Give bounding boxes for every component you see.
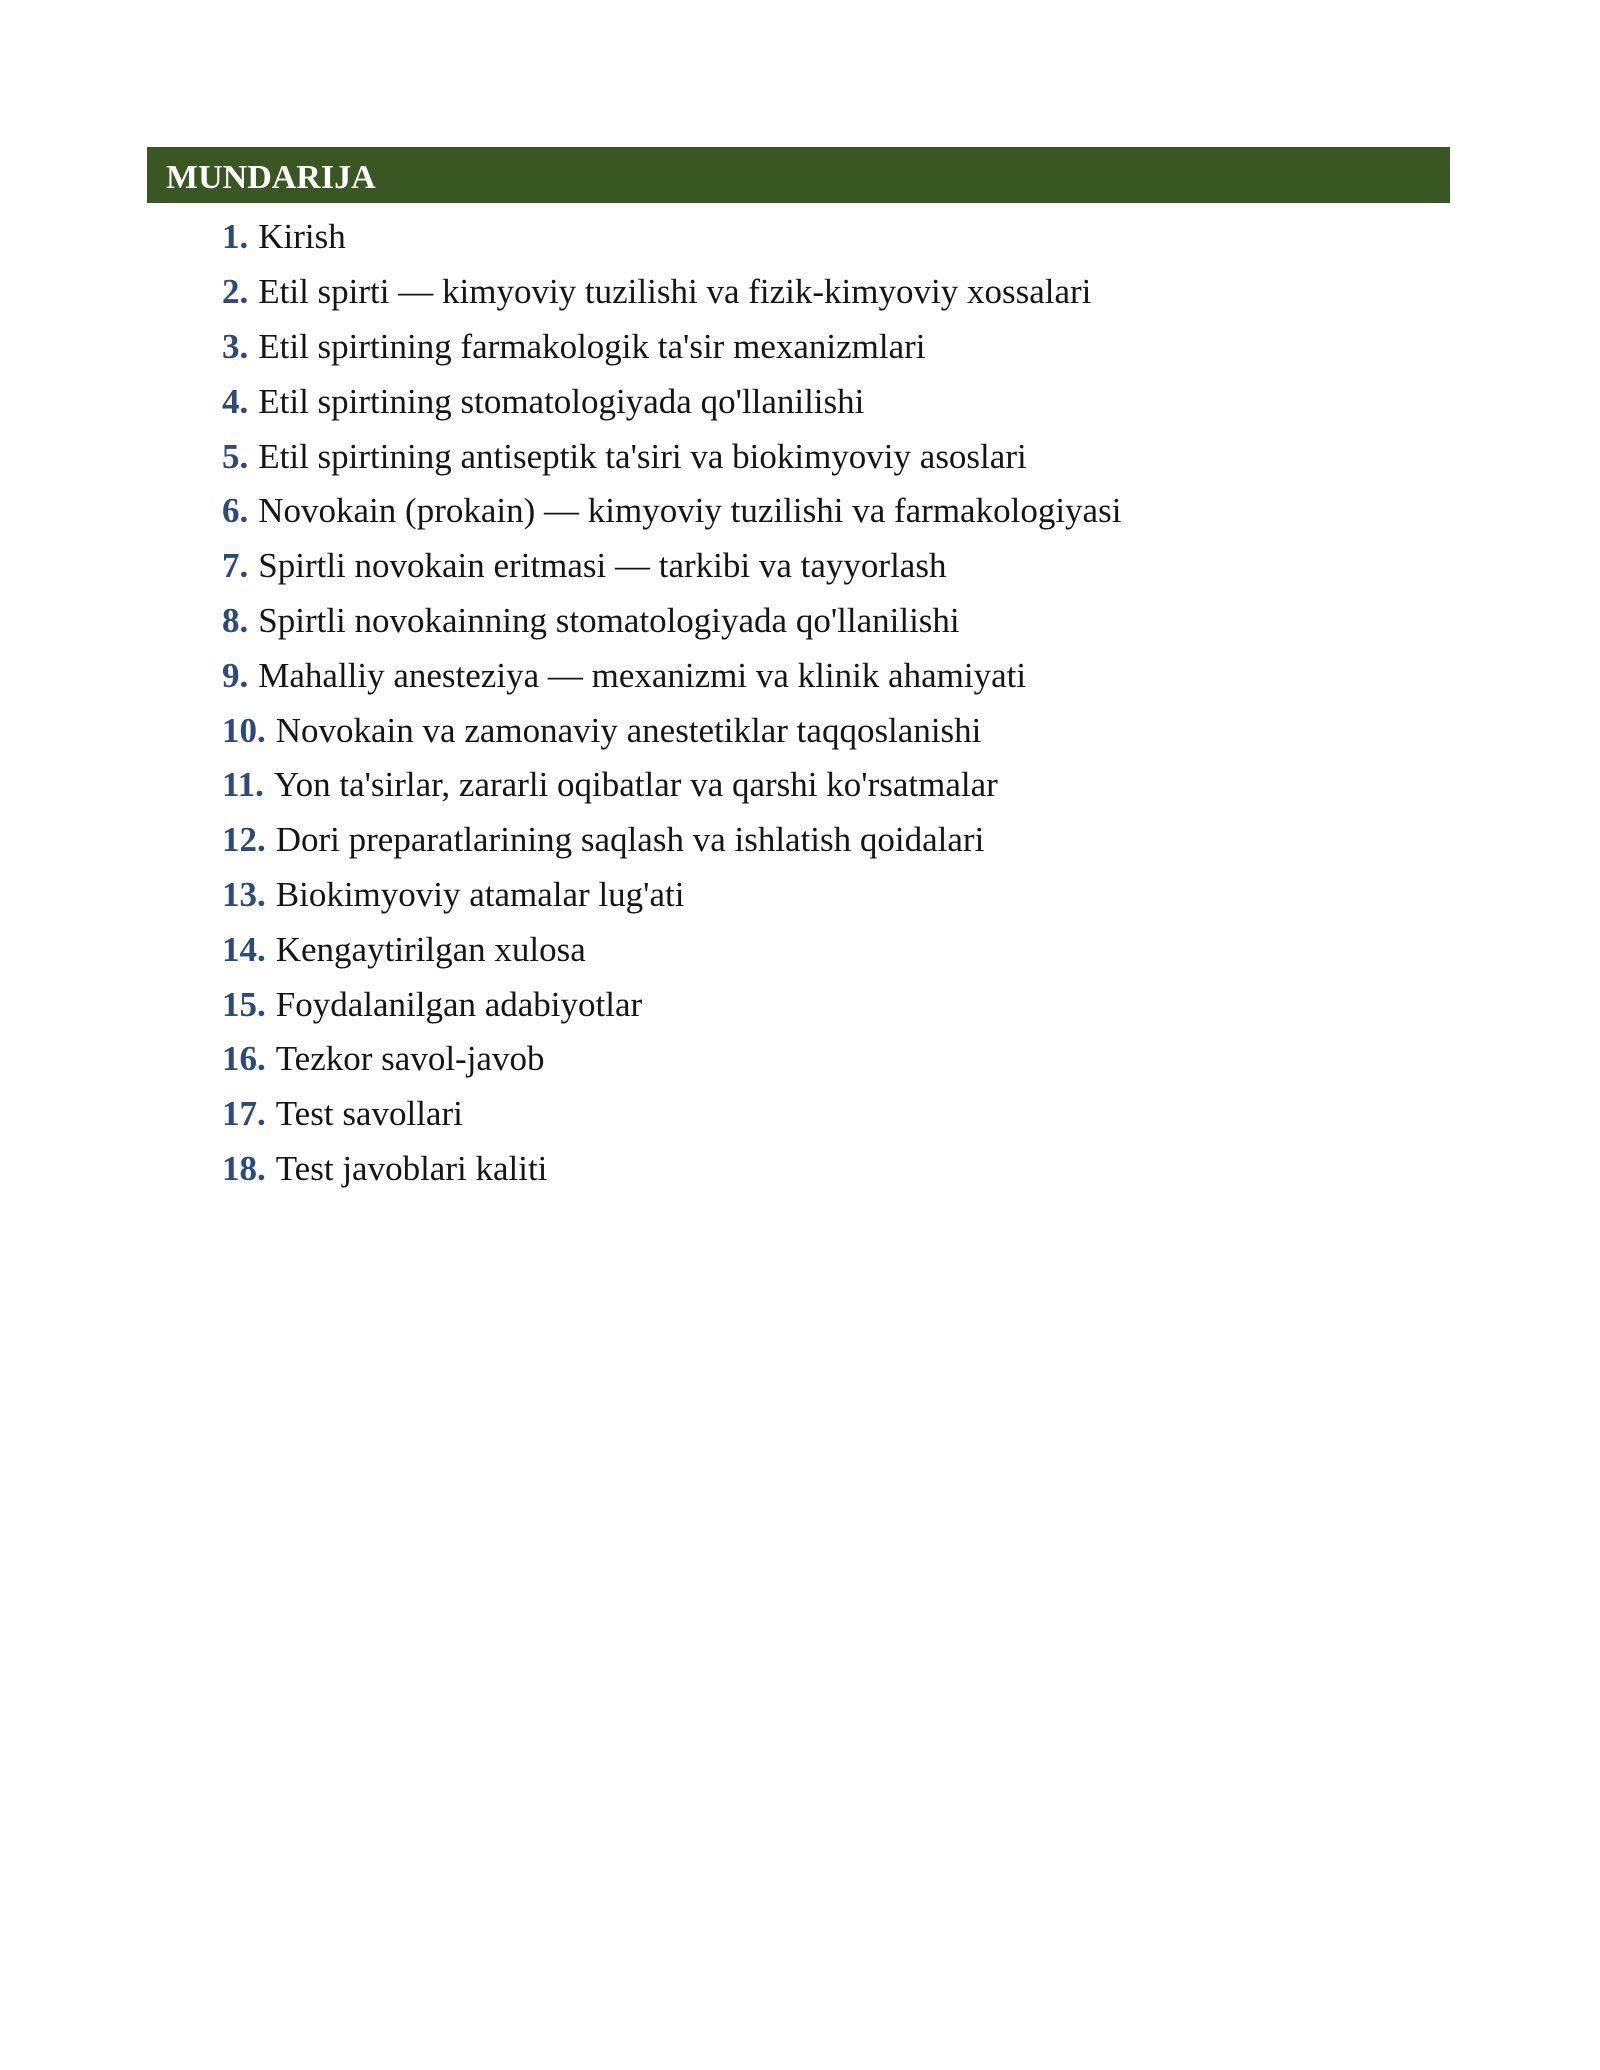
toc-item-number: 18. [222,1148,266,1188]
toc-item [222,374,1121,429]
toc-item-number: 3. [222,326,249,366]
toc-item-number: 17. [222,1094,266,1134]
toc-item [222,648,1121,703]
toc-item-number: 16. [222,1039,266,1079]
toc-item [222,539,1121,594]
toc-item-number: 12. [222,820,266,860]
toc-item-number: 7. [222,546,249,586]
toc-item [222,594,1121,649]
toc-item [222,1087,1121,1142]
toc-item-label: Kirish [258,217,346,257]
toc-item-label: Biokimyoviy atamalar lug'ati [275,874,685,914]
toc-item-number: 5. [222,436,249,476]
toc-item-number: 9. [222,655,249,695]
toc-item-label: Yon ta'sirlar, zararli oqibatlar va qarshi ko'rsatmalar [273,765,998,805]
toc-item-label: Etil spirtining antiseptik ta'siri va biokimyoviy asoslari [258,436,1027,476]
toc-list [222,210,1121,1196]
toc-item [222,484,1121,539]
toc-item-label: Kengaytirilgan xulosa [275,929,586,969]
toc-item-number: 10. [222,710,266,750]
toc-item-number: 4. [222,381,249,421]
toc-item [222,429,1121,484]
toc-item-label: Etil spirtining farmakologik ta'sir mexanizmlari [258,326,926,366]
toc-item-number: 14. [222,929,266,969]
toc-item-number: 8. [222,600,249,640]
toc-item-label: Spirtli novokainning stomatologiyada qo'llanilishi [258,600,960,640]
toc-item-label: Novokain (prokain) — kimyoviy tuzilishi va farmakologiyasi [258,491,1122,531]
toc-item [222,1032,1121,1087]
toc-item-number: 2. [222,272,249,312]
toc-item-label: Test javoblari kaliti [275,1148,548,1188]
toc-item [222,758,1121,813]
toc-item-label: Etil spirtining stomatologiyada qo'llanilishi [258,381,865,421]
toc-item-label: Test savollari [275,1094,463,1134]
toc-item-label: Novokain va zamonaviy anestetiklar taqqoslanishi [275,710,982,750]
toc-item-label: Foydalanilgan adabiyotlar [275,984,643,1024]
toc-item-label: Spirtli novokain eritmasi — tarkibi va tayyorlash [258,546,947,586]
toc-item-label: Etil spirti — kimyoviy tuzilishi va fizik-kimyoviy xossalari [258,272,1092,312]
toc-item-number: 15. [222,984,266,1024]
toc-item [222,703,1121,758]
toc-item-label: Dori preparatlarining saqlash va ishlatish qoidalari [275,820,985,860]
toc-item [222,813,1121,868]
toc-item-number: 13. [222,874,266,914]
toc-item [222,922,1121,977]
toc-header-bar [147,147,1450,203]
toc-item-label: Mahalliy anesteziya — mexanizmi va klinik ahamiyati [258,655,1027,695]
toc-item [222,977,1121,1032]
toc-item-number: 11. [222,765,264,805]
toc-item-number: 1. [222,217,249,257]
toc-item-label: Tezkor savol-javob [275,1039,545,1079]
toc-item [222,320,1121,375]
toc-title: MUNDARIJA [166,159,376,196]
toc-item [222,868,1121,923]
toc-item-number: 6. [222,491,249,531]
toc-item [222,1142,1121,1197]
toc-item [222,210,1121,265]
toc-item [222,265,1121,320]
